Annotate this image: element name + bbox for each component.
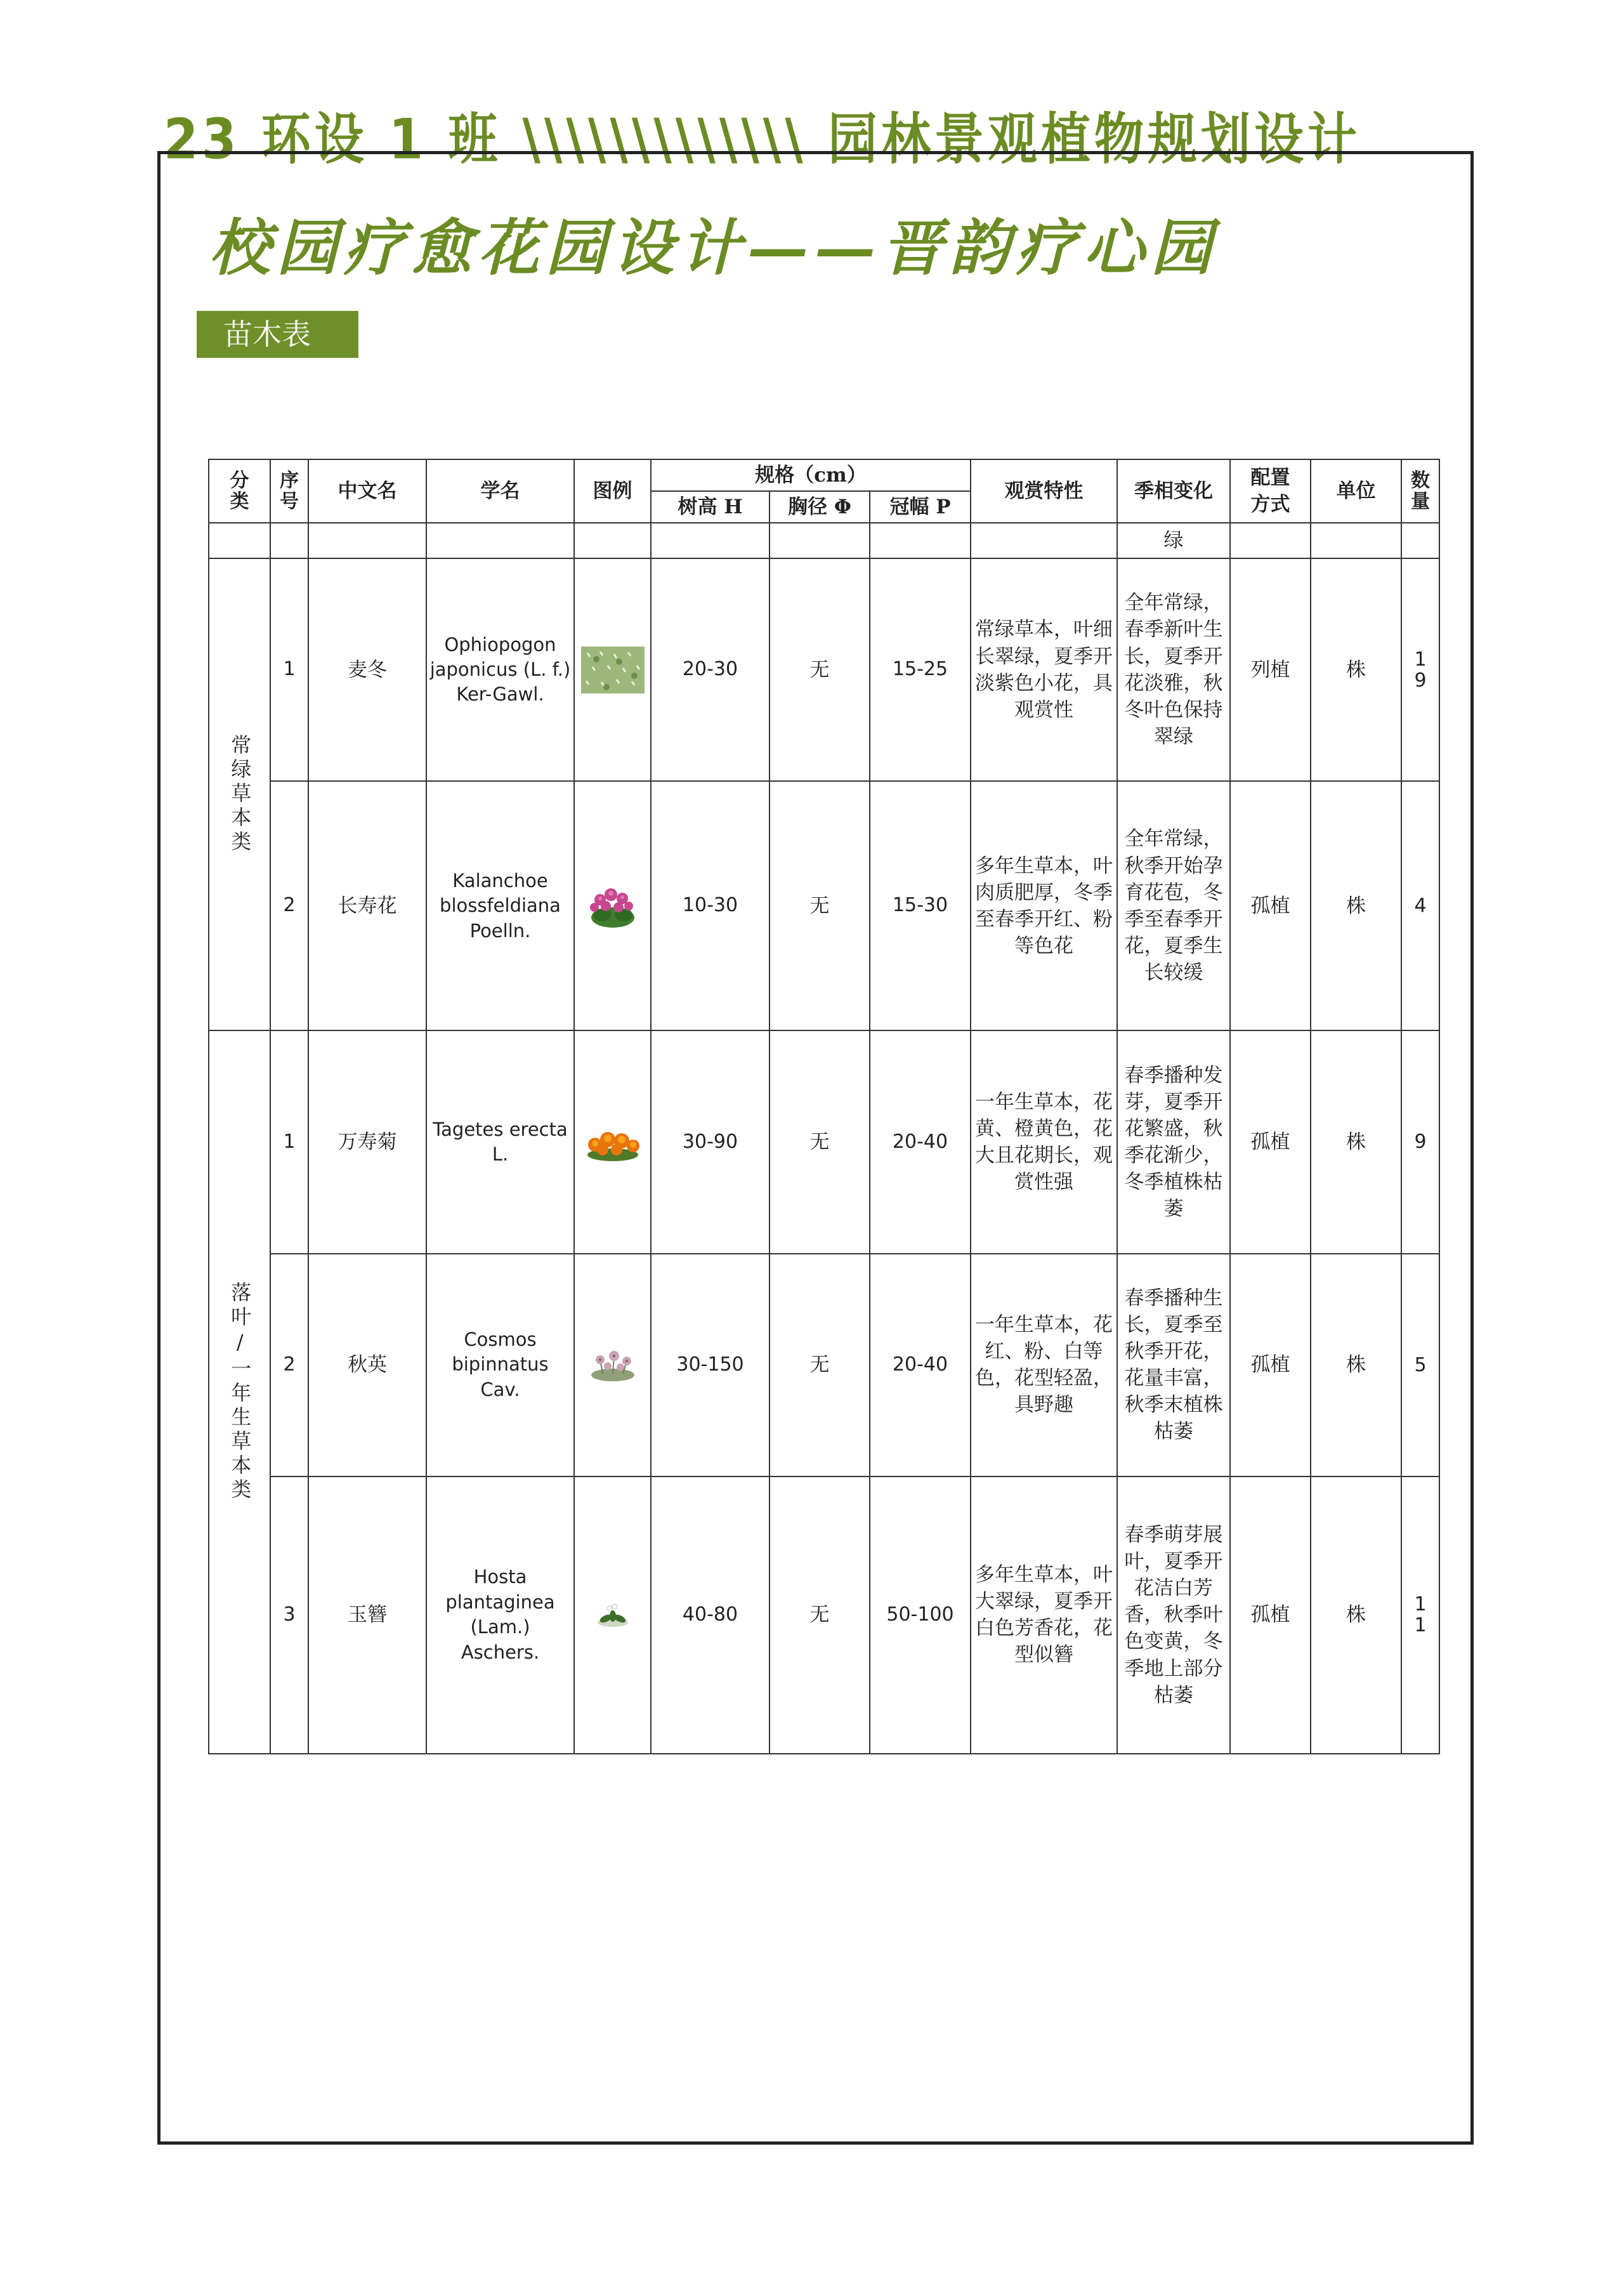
table-row <box>209 1254 1439 1476</box>
cn-name: 秋英 <box>308 1254 426 1476</box>
unit: 株 <box>1311 781 1401 1030</box>
row-index: 2 <box>270 1254 308 1476</box>
unit: 株 <box>1311 1476 1401 1754</box>
header-config: 配置方式 <box>1230 459 1311 523</box>
carry-over-text: 绿 <box>1117 523 1230 558</box>
crown: 20-40 <box>870 1254 971 1476</box>
dbh: 无 <box>769 1030 870 1253</box>
qty-cell: 5 <box>1401 1254 1439 1476</box>
sci-name: Cosmos bipinnatus Cav. <box>426 1254 574 1476</box>
height: 10-30 <box>651 781 769 1030</box>
dbh: 无 <box>769 1476 870 1754</box>
crown: 15-25 <box>870 558 971 781</box>
qty-cell: 11 <box>1401 1476 1439 1754</box>
ornamental: 一年生草本，花黄、橙黄色，花大且花期长，观赏性强 <box>971 1030 1117 1253</box>
header-ornamental: 观赏特性 <box>971 459 1117 523</box>
qty-cell: 4 <box>1401 781 1439 1030</box>
qty-cell: 9 <box>1401 1030 1439 1253</box>
cn-name: 玉簪 <box>308 1476 426 1754</box>
config: 孤植 <box>1230 1254 1311 1476</box>
category-cell: 常绿草本类 <box>209 558 270 1030</box>
ornamental: 多年生草本，叶大翠绿，夏季开白色芳香花，花型似簪 <box>971 1476 1117 1754</box>
table-row <box>209 1030 1439 1253</box>
header-sci-name: 学名 <box>426 459 574 523</box>
category-cell: 落叶/一年生草本类 <box>209 1030 270 1754</box>
height: 20-30 <box>651 558 769 781</box>
marigold-icon <box>582 1122 643 1162</box>
unit: 株 <box>1311 1030 1401 1253</box>
ornamental: 多年生草本，叶肉质肥厚，冬季至春季开红、粉等色花 <box>971 781 1117 1030</box>
cn-name: 麦冬 <box>308 558 426 781</box>
header-spec: 规格（cm） <box>651 459 971 491</box>
sci-name: Ophiopogon japonicus (L. f.) Ker-Gawl. <box>426 558 574 781</box>
carry-over-row <box>209 523 1439 558</box>
header-index: 序号 <box>270 459 308 523</box>
row-index: 2 <box>270 781 308 1030</box>
dbh: 无 <box>769 1254 870 1476</box>
header-category: 分类 <box>209 459 270 523</box>
config: 列植 <box>1230 558 1311 781</box>
config: 孤植 <box>1230 1030 1311 1253</box>
header-crown: 冠幅 P <box>870 491 971 523</box>
crown: 50-100 <box>870 1476 971 1754</box>
legend-cell <box>574 1476 651 1754</box>
crown: 20-40 <box>870 1030 971 1253</box>
ornamental: 常绿草本，叶细长翠绿，夏季开淡紫色小花，具观赏性 <box>971 558 1117 781</box>
table-row <box>209 558 1439 781</box>
seasonal: 全年常绿，秋季开始孕育花苞，冬季至春季开花，夏季生长较缓 <box>1117 781 1230 1030</box>
height: 40-80 <box>651 1476 769 1754</box>
config: 孤植 <box>1230 1476 1311 1754</box>
header-legend: 图例 <box>574 459 651 523</box>
hosta-icon <box>591 1601 635 1629</box>
cosmos-icon <box>584 1346 642 1384</box>
table-row <box>209 781 1439 1030</box>
row-index: 3 <box>270 1476 308 1754</box>
page-title: 校园疗愈花园设计——晋韵疗心园 <box>209 212 1218 284</box>
header-height: 树高 H <box>651 491 769 523</box>
legend-cell <box>574 781 651 1030</box>
height: 30-90 <box>651 1030 769 1253</box>
header-seasonal: 季相变化 <box>1117 459 1230 523</box>
sci-name: Tagetes erecta L. <box>426 1030 574 1253</box>
legend-cell <box>574 558 651 781</box>
seasonal: 春季播种生长，夏季至秋季开花，花量丰富，秋季末植株枯萎 <box>1117 1254 1230 1476</box>
seasonal: 春季播种发芽，夏季开花繁盛，秋季花渐少，冬季植株枯萎 <box>1117 1030 1230 1253</box>
section-tag: 苗木表 <box>197 311 358 358</box>
dbh: 无 <box>769 558 870 781</box>
row-index: 1 <box>270 1030 308 1253</box>
legend-cell <box>574 1030 651 1253</box>
seedling-table <box>208 459 1440 1754</box>
height: 30-150 <box>651 1254 769 1476</box>
header-qty: 数量 <box>1401 459 1439 523</box>
sci-name: Kalanchoe blossfeldiana Poelln. <box>426 781 574 1030</box>
table-row <box>209 1476 1439 1754</box>
cn-name: 万寿菊 <box>308 1030 426 1253</box>
seasonal: 全年常绿，春季新叶生长，夏季开花淡雅，秋冬叶色保持翠绿 <box>1117 558 1230 781</box>
kalanchoe-icon <box>584 882 641 930</box>
dbh: 无 <box>769 781 870 1030</box>
row-index: 1 <box>270 558 308 781</box>
sci-name: Hosta plantaginea (Lam.) Aschers. <box>426 1476 574 1754</box>
grass-swatch-icon <box>581 647 645 694</box>
qty-cell: 19 <box>1401 558 1439 781</box>
unit: 株 <box>1311 1254 1401 1476</box>
seasonal: 春季萌芽展叶，夏季开花洁白芳香，秋季叶色变黄，冬季地上部分枯萎 <box>1117 1476 1230 1754</box>
header-dbh: 胸径 Φ <box>769 491 870 523</box>
ornamental: 一年生草本，花红、粉、白等色，花型轻盈，具野趣 <box>971 1254 1117 1476</box>
unit: 株 <box>1311 558 1401 781</box>
course-header: 23 环设 1 班 \\\\\\\\\\\\\ 园林景观植物规划设计 <box>164 108 1361 172</box>
cn-name: 长寿花 <box>308 781 426 1030</box>
crown: 15-30 <box>870 781 971 1030</box>
header-cn-name: 中文名 <box>308 459 426 523</box>
config: 孤植 <box>1230 781 1311 1030</box>
legend-cell <box>574 1254 651 1476</box>
header-unit: 单位 <box>1311 459 1401 523</box>
